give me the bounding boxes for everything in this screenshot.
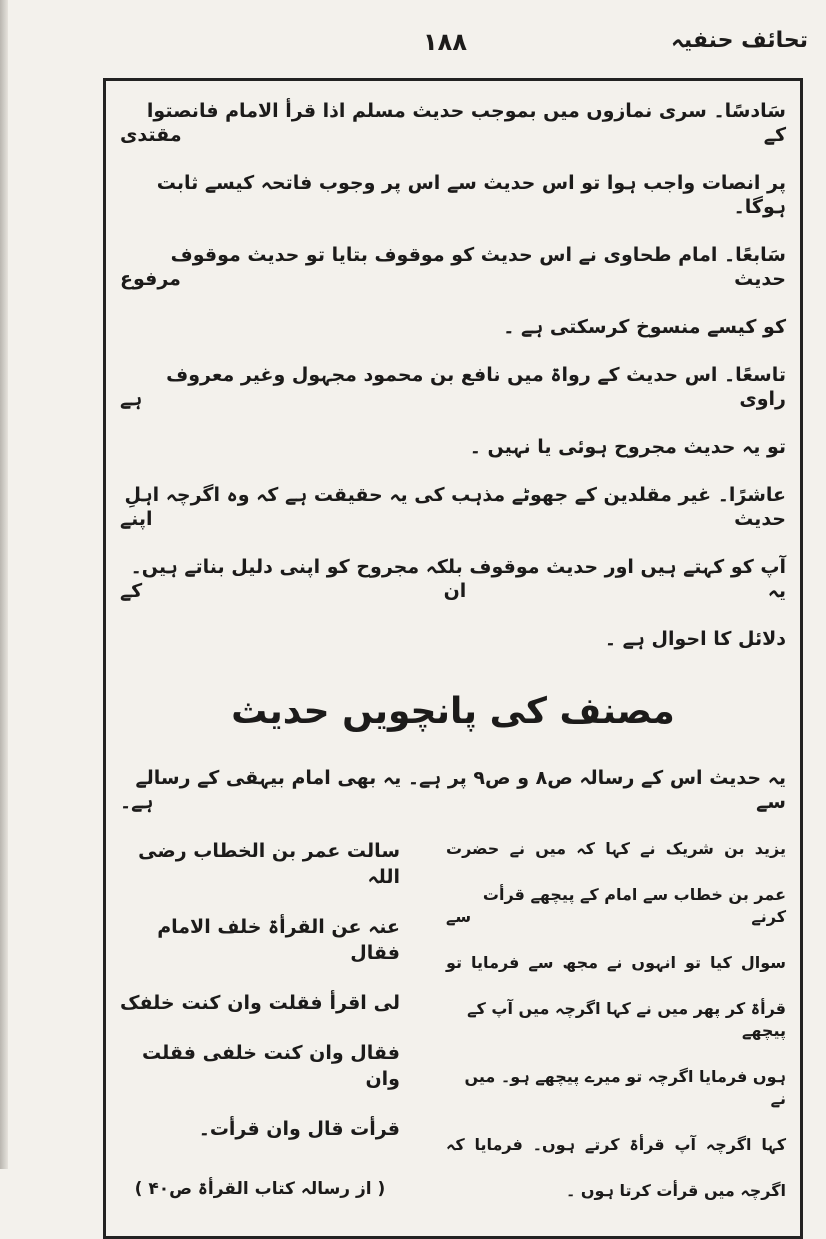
running-header-title: تحائف حنفیہ [670, 28, 808, 53]
urdu-translation-line: عمر بن خطاب سے امام کے پیچھے قرأت کرنے سے [446, 885, 786, 926]
paragraph-line: دلائل کا احوال ہے ۔ [604, 628, 786, 650]
paragraph-line: تاسعًا۔ اس حدیث کے رواۃ میں نافع بن محمود مجہول وغیر معروف راوی ہے [120, 364, 786, 410]
urdu-translation-line: سوال کیا تو انہوں نے مجھ سے فرمایا تو [446, 953, 786, 972]
arabic-text-line: عنہ عن القرأۃ خلف الامام فقال [157, 916, 400, 964]
paragraph-line: سَابعًا۔ امام طحاوی نے اس حدیث کو موقوف بتایا تو حدیث موقوف حدیث مرفوع [120, 244, 786, 290]
arabic-text-column [120, 838, 400, 1226]
arabic-text-line: سالت عمر بن الخطاب رضی اللہ [138, 840, 400, 888]
paragraph-line: عاشرًا۔ غیر مقلدین کے جھوٹے مذہب کی یہ حقیقت ہے کہ وہ اگرچہ اہلِ حدیث اپنے [120, 484, 786, 530]
page-binding-shadow [0, 0, 8, 1169]
urdu-translation-line: ہوں فرمایا اگرچہ تو میرے پیچھے ہو۔ میں نے [464, 1067, 786, 1108]
urdu-translation-column [446, 838, 786, 1226]
arabic-text-line: فقال وان کنت خلفی فقلت وان [142, 1042, 400, 1090]
urdu-translation-line: یزید بن شریک نے کہا کہ میں نے حضرت [446, 839, 786, 858]
arabic-text-line: قرأت قال وان قرأت۔ [198, 1118, 400, 1140]
text-frame [103, 78, 803, 1239]
paragraph-line: آپ کو کہتے ہیں اور حدیث موقوف بلکہ مجروح کو اپنی دلیل بناتے ہیں۔ یہ ان کے [120, 556, 786, 602]
urdu-translation-line: اگرچہ میں قرأت کرتا ہوں ۔ [565, 1181, 786, 1200]
source-reference: ( از رسالہ کتاب القرأۃ ص۴۰ ) [134, 1179, 386, 1199]
two-column-section [120, 838, 786, 1226]
section-heading: مصنف کی پانچویں حدیث [231, 691, 675, 732]
paragraph-line: کو کیسے منسوخ کرسکتی ہے ۔ [503, 316, 786, 338]
page-number: ۱۸۸ [423, 28, 467, 56]
section-intro: یہ حدیث اس کے رسالہ ص۸ و ص۹ پر ہے۔ یہ بھی امام بیہقی کے رسالے سے ہے۔ [120, 767, 786, 813]
paragraph-line: سَادسًا۔ سری نمازوں میں بموجب حدیث مسلم اذا قرأ الامام فانصتوا کے مقتدی [120, 100, 786, 146]
paragraph-line: تو یہ حدیث مجروح ہوئی یا نہیں ۔ [469, 436, 786, 458]
urdu-translation-line: کہا اگرچہ آپ قرأۃ کرتے ہوں۔ فرمایا کہ [446, 1135, 786, 1154]
arabic-text-line: لی اقرأ فقلت وان کنت خلفک [120, 992, 400, 1014]
paragraph-line: پر انصات واجب ہوا تو اس حدیث سے اس پر وجوب فاتحہ کیسے ثابت ہوگا۔ [156, 172, 786, 218]
urdu-translation-line: قرأۃ کر پھر میں نے کہا اگرچہ میں آپ کے پیچھے [467, 999, 786, 1040]
